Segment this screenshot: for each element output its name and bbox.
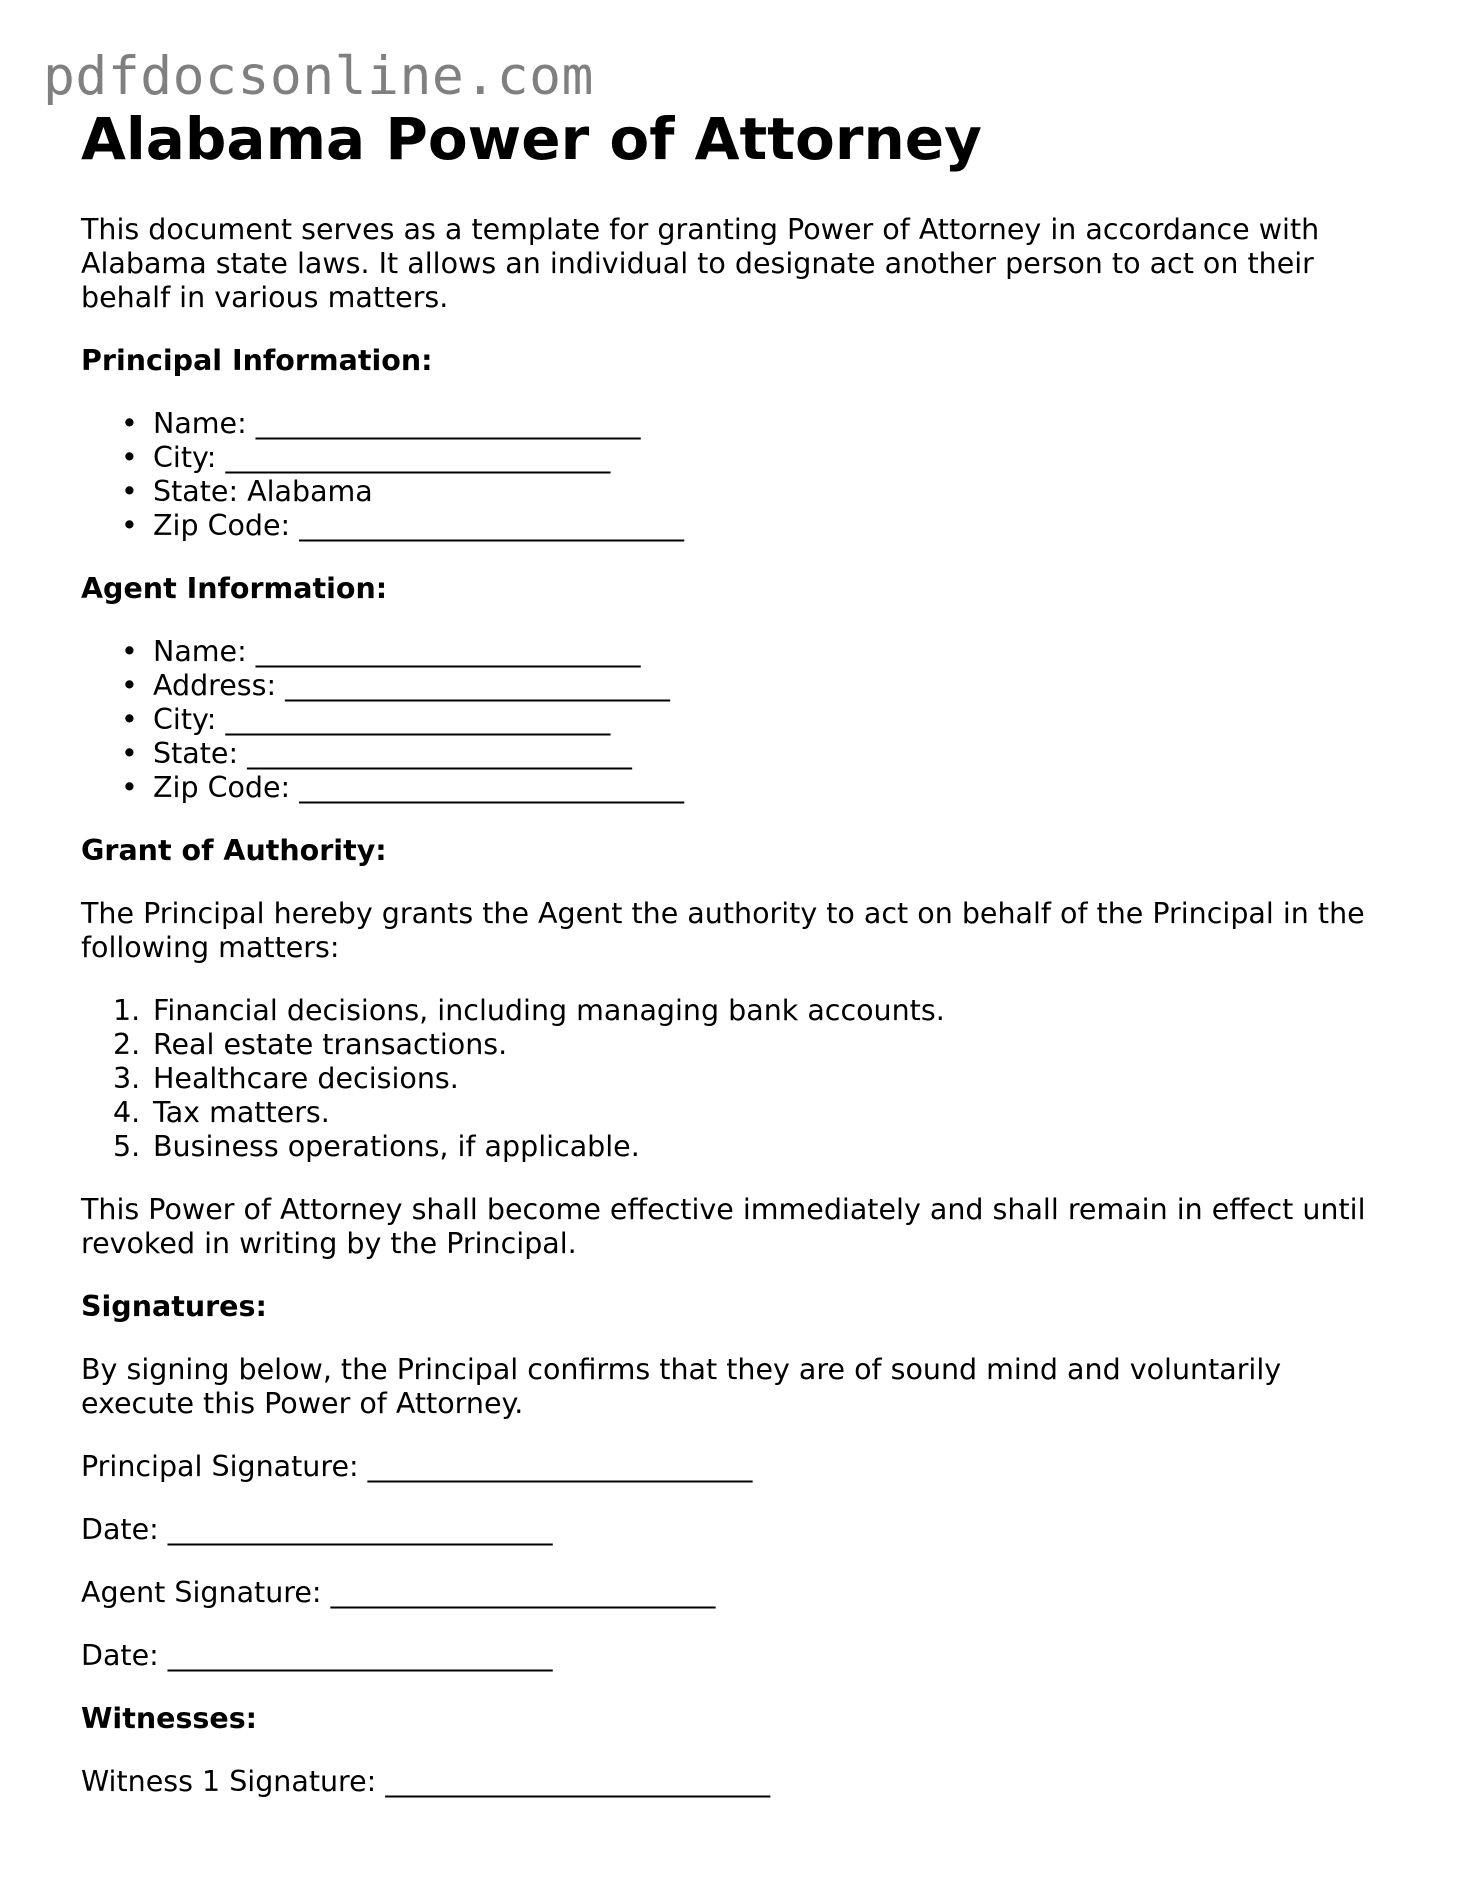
document-page bbox=[81, 103, 1401, 1799]
page-title: Alabama Power of Attorney bbox=[81, 105, 982, 173]
principal-city-field: City: ___________________________ bbox=[153, 441, 611, 474]
signatures-heading: Signatures: bbox=[81, 1290, 267, 1323]
grant-heading: Grant of Authority: bbox=[81, 834, 387, 867]
list-item: • Name: ___________________________ bbox=[121, 635, 641, 668]
list-item: • City: ___________________________ bbox=[121, 441, 611, 474]
agent-address-field: Address: ___________________________ bbox=[153, 669, 670, 702]
grant-intro: The Principal hereby grants the Agent the authority to act on behalf of the Principal in the following matters: bbox=[81, 897, 1365, 964]
agent-state-field: State: ___________________________ bbox=[153, 737, 632, 770]
agent-signature-line: Agent Signature: ___________________________ bbox=[81, 1576, 716, 1609]
list-item: 2. Real estate transactions. bbox=[113, 1028, 508, 1061]
principal-date-line: Date: ___________________________ bbox=[81, 1513, 553, 1546]
agent-city-field: City: ___________________________ bbox=[153, 703, 611, 736]
witness1-signature-line: Witness 1 Signature: ___________________________ bbox=[81, 1765, 771, 1798]
agent-heading: Agent Information: bbox=[81, 572, 388, 605]
list-item: 5. Business operations, if applicable. bbox=[113, 1130, 640, 1163]
principal-heading: Principal Information: bbox=[81, 344, 433, 377]
watermark: pdfdocsonline.com bbox=[43, 46, 594, 107]
witnesses-heading: Witnesses: bbox=[81, 1702, 258, 1735]
list-item: • City: ___________________________ bbox=[121, 703, 611, 736]
principal-state-field: State: Alabama bbox=[153, 475, 373, 508]
principal-name-field: Name: ___________________________ bbox=[153, 407, 641, 440]
effective-paragraph: This Power of Attorney shall become effective immediately and shall remain in effect until revoked in writing by the Principal. bbox=[81, 1193, 1366, 1260]
list-item: 1. Financial decisions, including managing bank accounts. bbox=[113, 994, 945, 1027]
agent-zip-field: Zip Code: ___________________________ bbox=[153, 771, 684, 804]
signatures-intro: By signing below, the Principal confirms that they are of sound mind and voluntarily execute this Power of Attorney. bbox=[81, 1353, 1282, 1420]
list-item: • Name: ___________________________ bbox=[121, 407, 641, 440]
agent-date-line: Date: ___________________________ bbox=[81, 1639, 553, 1672]
list-item: • State: ___________________________ bbox=[121, 737, 632, 770]
list-item: • State: Alabama bbox=[121, 475, 373, 508]
intro-paragraph: This document serves as a template for granting Power of Attorney in accordance with Alabama state laws. It allows an individual to designate another person to act on their behalf in various matters. bbox=[81, 213, 1320, 314]
principal-list bbox=[81, 407, 1401, 543]
list-item: 4. Tax matters. bbox=[113, 1096, 330, 1129]
authority-list bbox=[81, 994, 1401, 1164]
principal-signature-line: Principal Signature: ___________________________ bbox=[81, 1450, 753, 1483]
list-item: • Zip Code: ___________________________ bbox=[121, 771, 684, 804]
list-item: 3. Healthcare decisions. bbox=[113, 1062, 459, 1095]
agent-list bbox=[81, 635, 1401, 805]
principal-zip-field: Zip Code: ___________________________ bbox=[153, 509, 684, 542]
list-item: • Zip Code: ___________________________ bbox=[121, 509, 684, 542]
list-item: • Address: ___________________________ bbox=[121, 669, 670, 702]
agent-name-field: Name: ___________________________ bbox=[153, 635, 641, 668]
